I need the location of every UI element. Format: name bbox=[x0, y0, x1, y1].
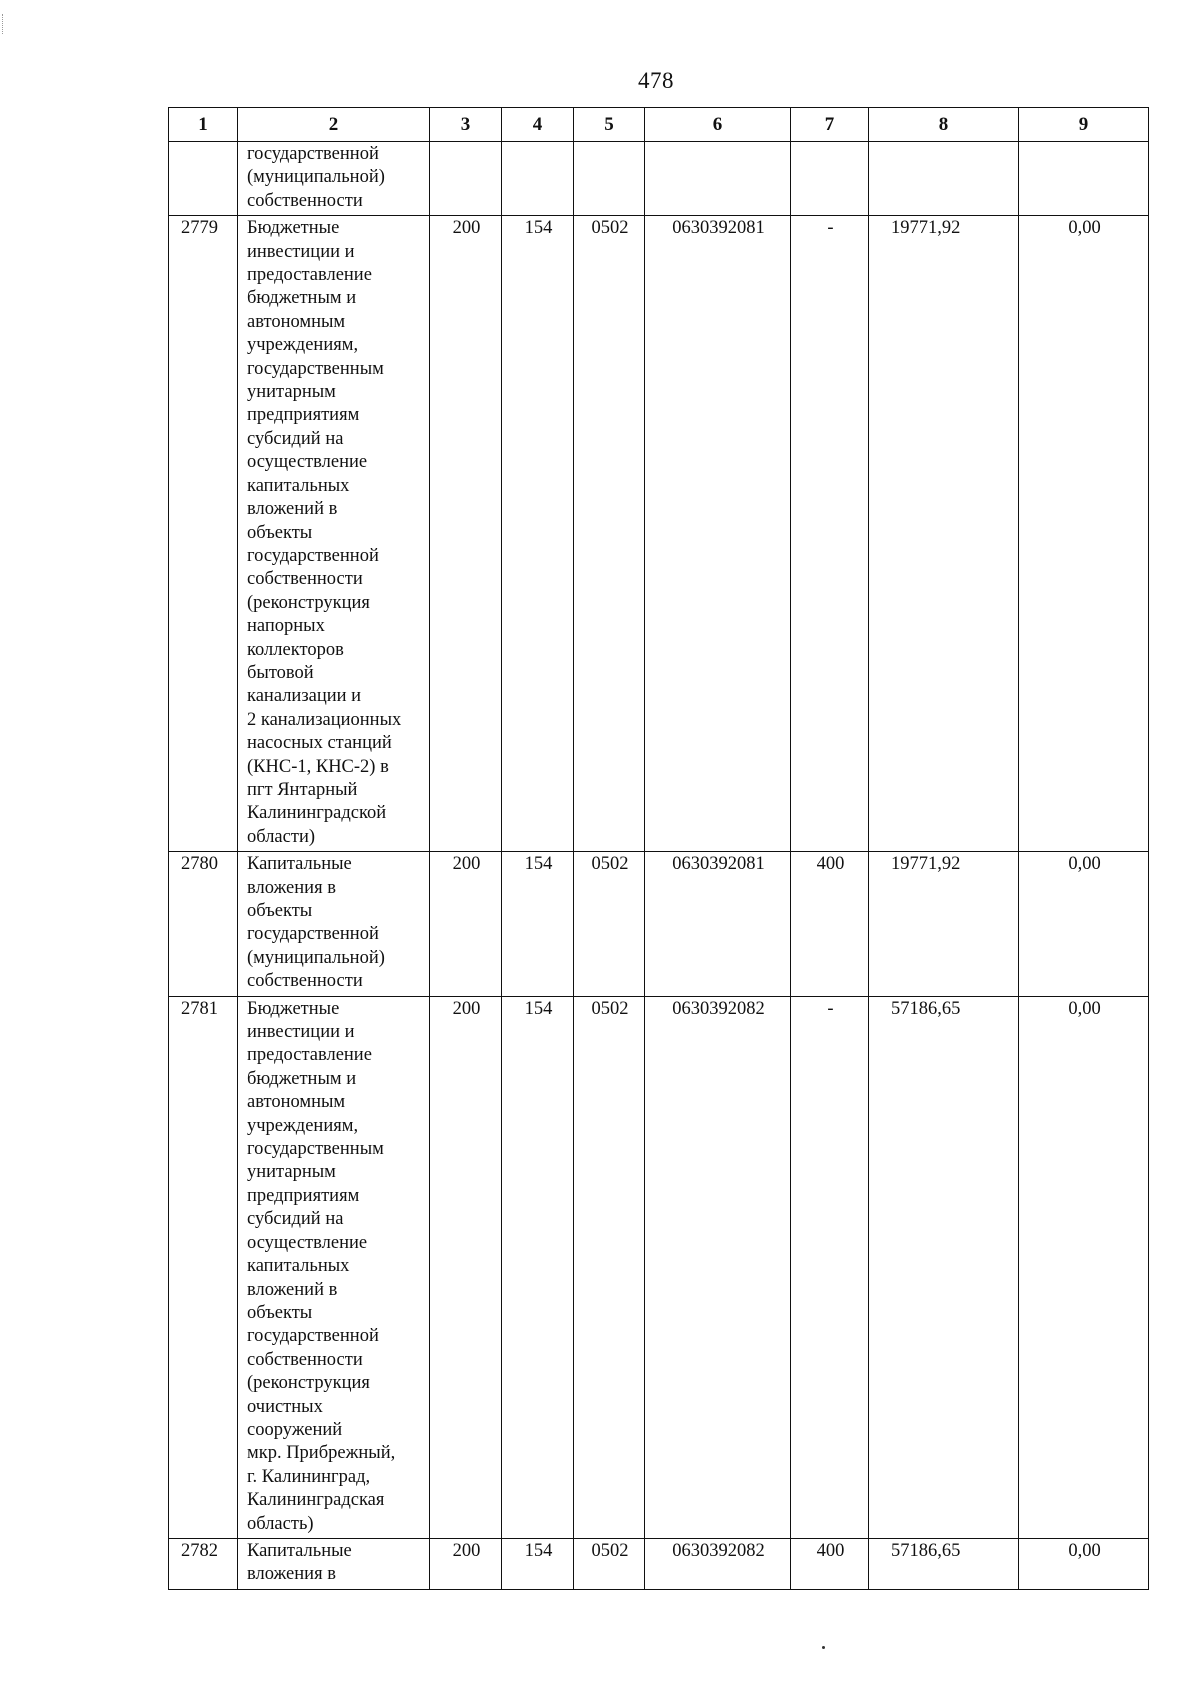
cell-col8: 19771,92 bbox=[869, 216, 1019, 852]
row-name-line: насосных станций bbox=[247, 733, 392, 754]
budget-table bbox=[168, 107, 1149, 1590]
row-name-line: государственной bbox=[247, 924, 379, 945]
row-name bbox=[238, 142, 430, 216]
column-header: 8 bbox=[869, 108, 1019, 142]
cell-col9: 0,00 bbox=[1019, 1538, 1149, 1589]
column-header: 3 bbox=[430, 108, 502, 142]
row-name-line: унитарным bbox=[247, 382, 336, 403]
row-number bbox=[169, 142, 238, 216]
row-name-line: Капитальные bbox=[247, 854, 352, 875]
row-name-line: учреждениям, bbox=[247, 335, 359, 356]
cell-col3: 200 bbox=[430, 996, 502, 1538]
cell-col7: - bbox=[791, 996, 869, 1538]
row-name-line: объекты bbox=[247, 1302, 313, 1323]
cell-col6: 0630392081 bbox=[645, 852, 791, 996]
table-row bbox=[169, 852, 1149, 996]
row-number: 2779 bbox=[169, 216, 238, 852]
cell-col7: 400 bbox=[791, 1538, 869, 1589]
scan-edge-mark bbox=[2, 14, 4, 34]
row-name-line: предприятиям bbox=[247, 1185, 360, 1206]
page-number: 478 bbox=[638, 68, 674, 93]
row-name-line: инвестиции и bbox=[247, 241, 355, 262]
cell-col4: 154 bbox=[502, 1538, 574, 1589]
row-name-line: собственности bbox=[247, 971, 363, 992]
column-header: 6 bbox=[645, 108, 791, 142]
row-name-line: коллекторов bbox=[247, 639, 344, 660]
row-number: 2781 bbox=[169, 996, 238, 1538]
row-name-line: объекты bbox=[247, 522, 313, 543]
row-name-line: государственным bbox=[247, 358, 384, 379]
row-name-line: 2 канализационных bbox=[247, 709, 402, 730]
cell-col4: 154 bbox=[502, 996, 574, 1538]
row-name-line: собственности bbox=[247, 190, 363, 211]
column-header: 5 bbox=[574, 108, 645, 142]
row-name-line: осуществление bbox=[247, 452, 368, 473]
row-name-line: собственности bbox=[247, 1349, 363, 1370]
row-name-line: канализации и bbox=[247, 686, 362, 707]
row-name-line: автономным bbox=[247, 311, 346, 332]
row-name-line: напорных bbox=[247, 616, 325, 637]
row-name bbox=[238, 216, 430, 852]
column-header: 1 bbox=[169, 108, 238, 142]
table-row bbox=[169, 996, 1149, 1538]
cell-col3: 200 bbox=[430, 1538, 502, 1589]
cell-col4: 154 bbox=[502, 852, 574, 996]
row-name bbox=[238, 852, 430, 996]
row-name-line: инвестиции и bbox=[247, 1022, 355, 1043]
row-name-line: объекты bbox=[247, 901, 313, 921]
row-name-line: вложения в bbox=[247, 1564, 336, 1585]
cell-col6: 0630392082 bbox=[645, 1538, 791, 1589]
row-name-line: Калининградской bbox=[247, 803, 387, 824]
row-name-line: (реконструкция bbox=[247, 592, 370, 613]
table-row bbox=[169, 1538, 1149, 1589]
row-name-line: государственной bbox=[247, 545, 379, 566]
cell-col5: 0502 bbox=[574, 1538, 645, 1589]
row-name-line: субсидий на bbox=[247, 1209, 344, 1230]
cell-col9: 0,00 bbox=[1019, 852, 1149, 996]
row-name-line: предоставление bbox=[247, 1045, 372, 1066]
row-name-line: осуществление bbox=[247, 1232, 368, 1253]
row-name-line: г. Калининград, bbox=[247, 1466, 371, 1487]
row-name-line: сооружений bbox=[247, 1419, 343, 1440]
column-header: 2 bbox=[238, 108, 430, 142]
column-header: 4 bbox=[502, 108, 574, 142]
cell-col5: 0502 bbox=[574, 852, 645, 996]
row-name-line: (муниципальной) bbox=[247, 167, 385, 188]
row-name bbox=[238, 1538, 430, 1589]
row-name-line: вложений в bbox=[247, 1279, 338, 1300]
row-name-line: области) bbox=[247, 826, 316, 847]
table-row bbox=[169, 142, 1149, 216]
column-header: 9 bbox=[1019, 108, 1149, 142]
cell-col8: 57186,65 bbox=[869, 1538, 1019, 1589]
cell-col5 bbox=[574, 142, 645, 216]
cell-col8: 19771,92 bbox=[869, 852, 1019, 996]
row-name bbox=[238, 996, 430, 1538]
cell-col6 bbox=[645, 142, 791, 216]
row-name-line: мкр. Прибрежный, bbox=[247, 1443, 396, 1464]
header-row bbox=[169, 108, 1149, 142]
row-name-line: вложения в bbox=[247, 877, 336, 898]
row-number: 2782 bbox=[169, 1538, 238, 1589]
cell-col5: 0502 bbox=[574, 996, 645, 1538]
row-name-line: Калининградская bbox=[247, 1490, 385, 1511]
row-name-line: (КНС-1, КНС-2) в bbox=[247, 756, 389, 777]
cell-col9 bbox=[1019, 142, 1149, 216]
cell-col7 bbox=[791, 142, 869, 216]
row-name-line: собственности bbox=[247, 569, 363, 590]
row-name-line: бюджетным и bbox=[247, 1068, 357, 1089]
table-header bbox=[169, 108, 1149, 142]
row-name-line: учреждениям, bbox=[247, 1115, 359, 1136]
row-name-line: предоставление bbox=[247, 265, 372, 286]
cell-col6: 0630392081 bbox=[645, 216, 791, 852]
cell-col6: 0630392082 bbox=[645, 996, 791, 1538]
row-name-line: автономным bbox=[247, 1092, 346, 1113]
cell-col3: 200 bbox=[430, 852, 502, 996]
row-name-line: субсидий на bbox=[247, 428, 344, 449]
scan-dot bbox=[822, 1646, 825, 1649]
row-name-line: государственным bbox=[247, 1139, 384, 1160]
row-name-line: государственной bbox=[247, 1326, 379, 1347]
row-name-line: очистных bbox=[247, 1396, 323, 1417]
row-name-line: капитальных bbox=[247, 475, 350, 496]
row-name-line: пгт Янтарный bbox=[247, 779, 358, 800]
row-name-line: бюджетным и bbox=[247, 288, 357, 309]
cell-col5: 0502 bbox=[574, 216, 645, 852]
row-name-line: государственной bbox=[247, 144, 379, 164]
row-name-line: (муниципальной) bbox=[247, 947, 385, 968]
table-row bbox=[169, 216, 1149, 852]
row-name-line: (реконструкция bbox=[247, 1373, 370, 1394]
cell-col3: 200 bbox=[430, 216, 502, 852]
row-name-line: унитарным bbox=[247, 1162, 336, 1183]
row-name-line: вложений в bbox=[247, 499, 338, 520]
cell-col9: 0,00 bbox=[1019, 216, 1149, 852]
row-name-line: бытовой bbox=[247, 662, 314, 683]
row-name-line: Бюджетные bbox=[247, 998, 340, 1019]
cell-col8: 57186,65 bbox=[869, 996, 1019, 1538]
cell-col7: - bbox=[791, 216, 869, 852]
row-name-line: предприятиям bbox=[247, 405, 360, 426]
row-name-line: область) bbox=[247, 1513, 314, 1534]
cell-col9: 0,00 bbox=[1019, 996, 1149, 1538]
cell-col4 bbox=[502, 142, 574, 216]
table-body bbox=[169, 142, 1149, 1590]
column-header: 7 bbox=[791, 108, 869, 142]
row-name-line: капитальных bbox=[247, 1256, 350, 1277]
cell-col3 bbox=[430, 142, 502, 216]
cell-col8 bbox=[869, 142, 1019, 216]
row-number: 2780 bbox=[169, 852, 238, 996]
row-name-line: Капитальные bbox=[247, 1540, 352, 1561]
cell-col4: 154 bbox=[502, 216, 574, 852]
row-name-line: Бюджетные bbox=[247, 218, 340, 239]
cell-col7: 400 bbox=[791, 852, 869, 996]
